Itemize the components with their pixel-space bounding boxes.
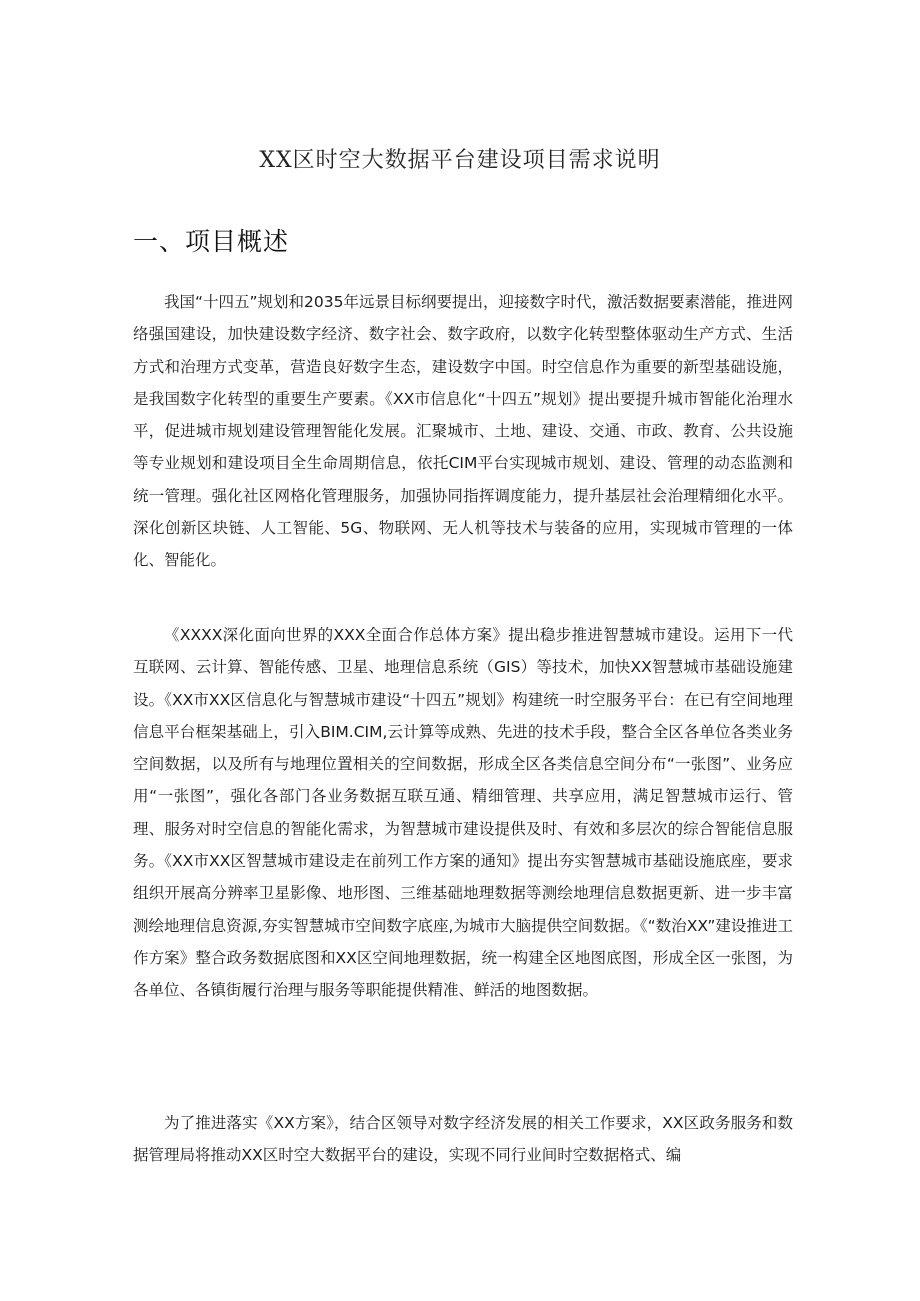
body-paragraph: 我国“十四五”规划和2035年远景目标纲要提出，迎接数字时代，激活数据要素潜能，推进网络强国建设，加快建设数字经济、数字社会、数字政府，以数字化转型整体驱动生产方式、生活方式和治理方式变革，营造良好数字生态，建设数字中国。时空信息作为重要的新型基础设施，是我国数字化转型的重要生产要素。《XX市信息化“十四五”规划》提出要提升城市智能化治理水平，促进城市规划建设管理智能化发展。汇聚城市、土地、建设、交通、市政、教育、公共设施等专业规划和建设项目全生命周期信息，依托CIM平台实现城市规划、建设、管理的动态监测和统一管理。强化社区网格化管理服务，加强协同指挥调度能力，提升基层社会治理精细化水平。深化创新区块链、人工智能、5G、物联网、无人机等技术与装备的应用，实现城市管理的一体化、智能化。 (133, 293, 794, 570)
body-paragraph: 《XXXX深化面向世界的XXX全面合作总体方案》提出稳步推进智慧城市建设。运用下一代互联网、云计算、智能传感、卫星、地理信息系统（GIS）等技术，加快XX智慧城市基础设施建设。《XX市XX区信息化与智慧城市建设“十四五”规划》构建统一时空服务平台：在已有空间地理信息平台框架基础上，引入BIM.CIM,云计算等成熟、先进的技术手段，整合全区各单位各类业务空间数据，以及所有与地理位置相关的空间数据，形成全区各类信息空间分布“一张图”、业务应用“一张图”，强化各部门各业务数据互联互通、精细管理、共享应用，满足智慧城市运行、管理、服务对时空信息的智能化需求，为智慧城市建设提供及时、有效和多层次的综合智能信息服务。《XX市XX区智慧城市建设走在前列工作方案的通知》提出夯实智慧城市基础设施底座，要求组织开展高分辨率卫星影像、地形图、三维基础地理数据等测绘地理信息数据更新、进一步丰富测绘地理信息资源,夯实智慧城市空间数字底座,为城市大脑提供空间数据。《“数治XX”建设推进工作方案》整合政务数据底图和XX区空间地理数据，统一构建全区地图底图，形成全区一张图，为各单位、各镇街履行治理与服务等职能提供精准、鲜活的地图数据。 (133, 626, 793, 1000)
body-paragraph: 为了推进落实《XX方案》，结合区领导对数字经济发展的相关工作要求，XX区政务服务和数据管理局将推动XX区时空大数据平台的建设，实现不同行业间时空数据格式、编 (133, 1114, 793, 1165)
section-heading: 一、项目概述 (133, 227, 290, 256)
document-title: XX区时空大数据平台建设项目需求说明 (259, 148, 661, 173)
